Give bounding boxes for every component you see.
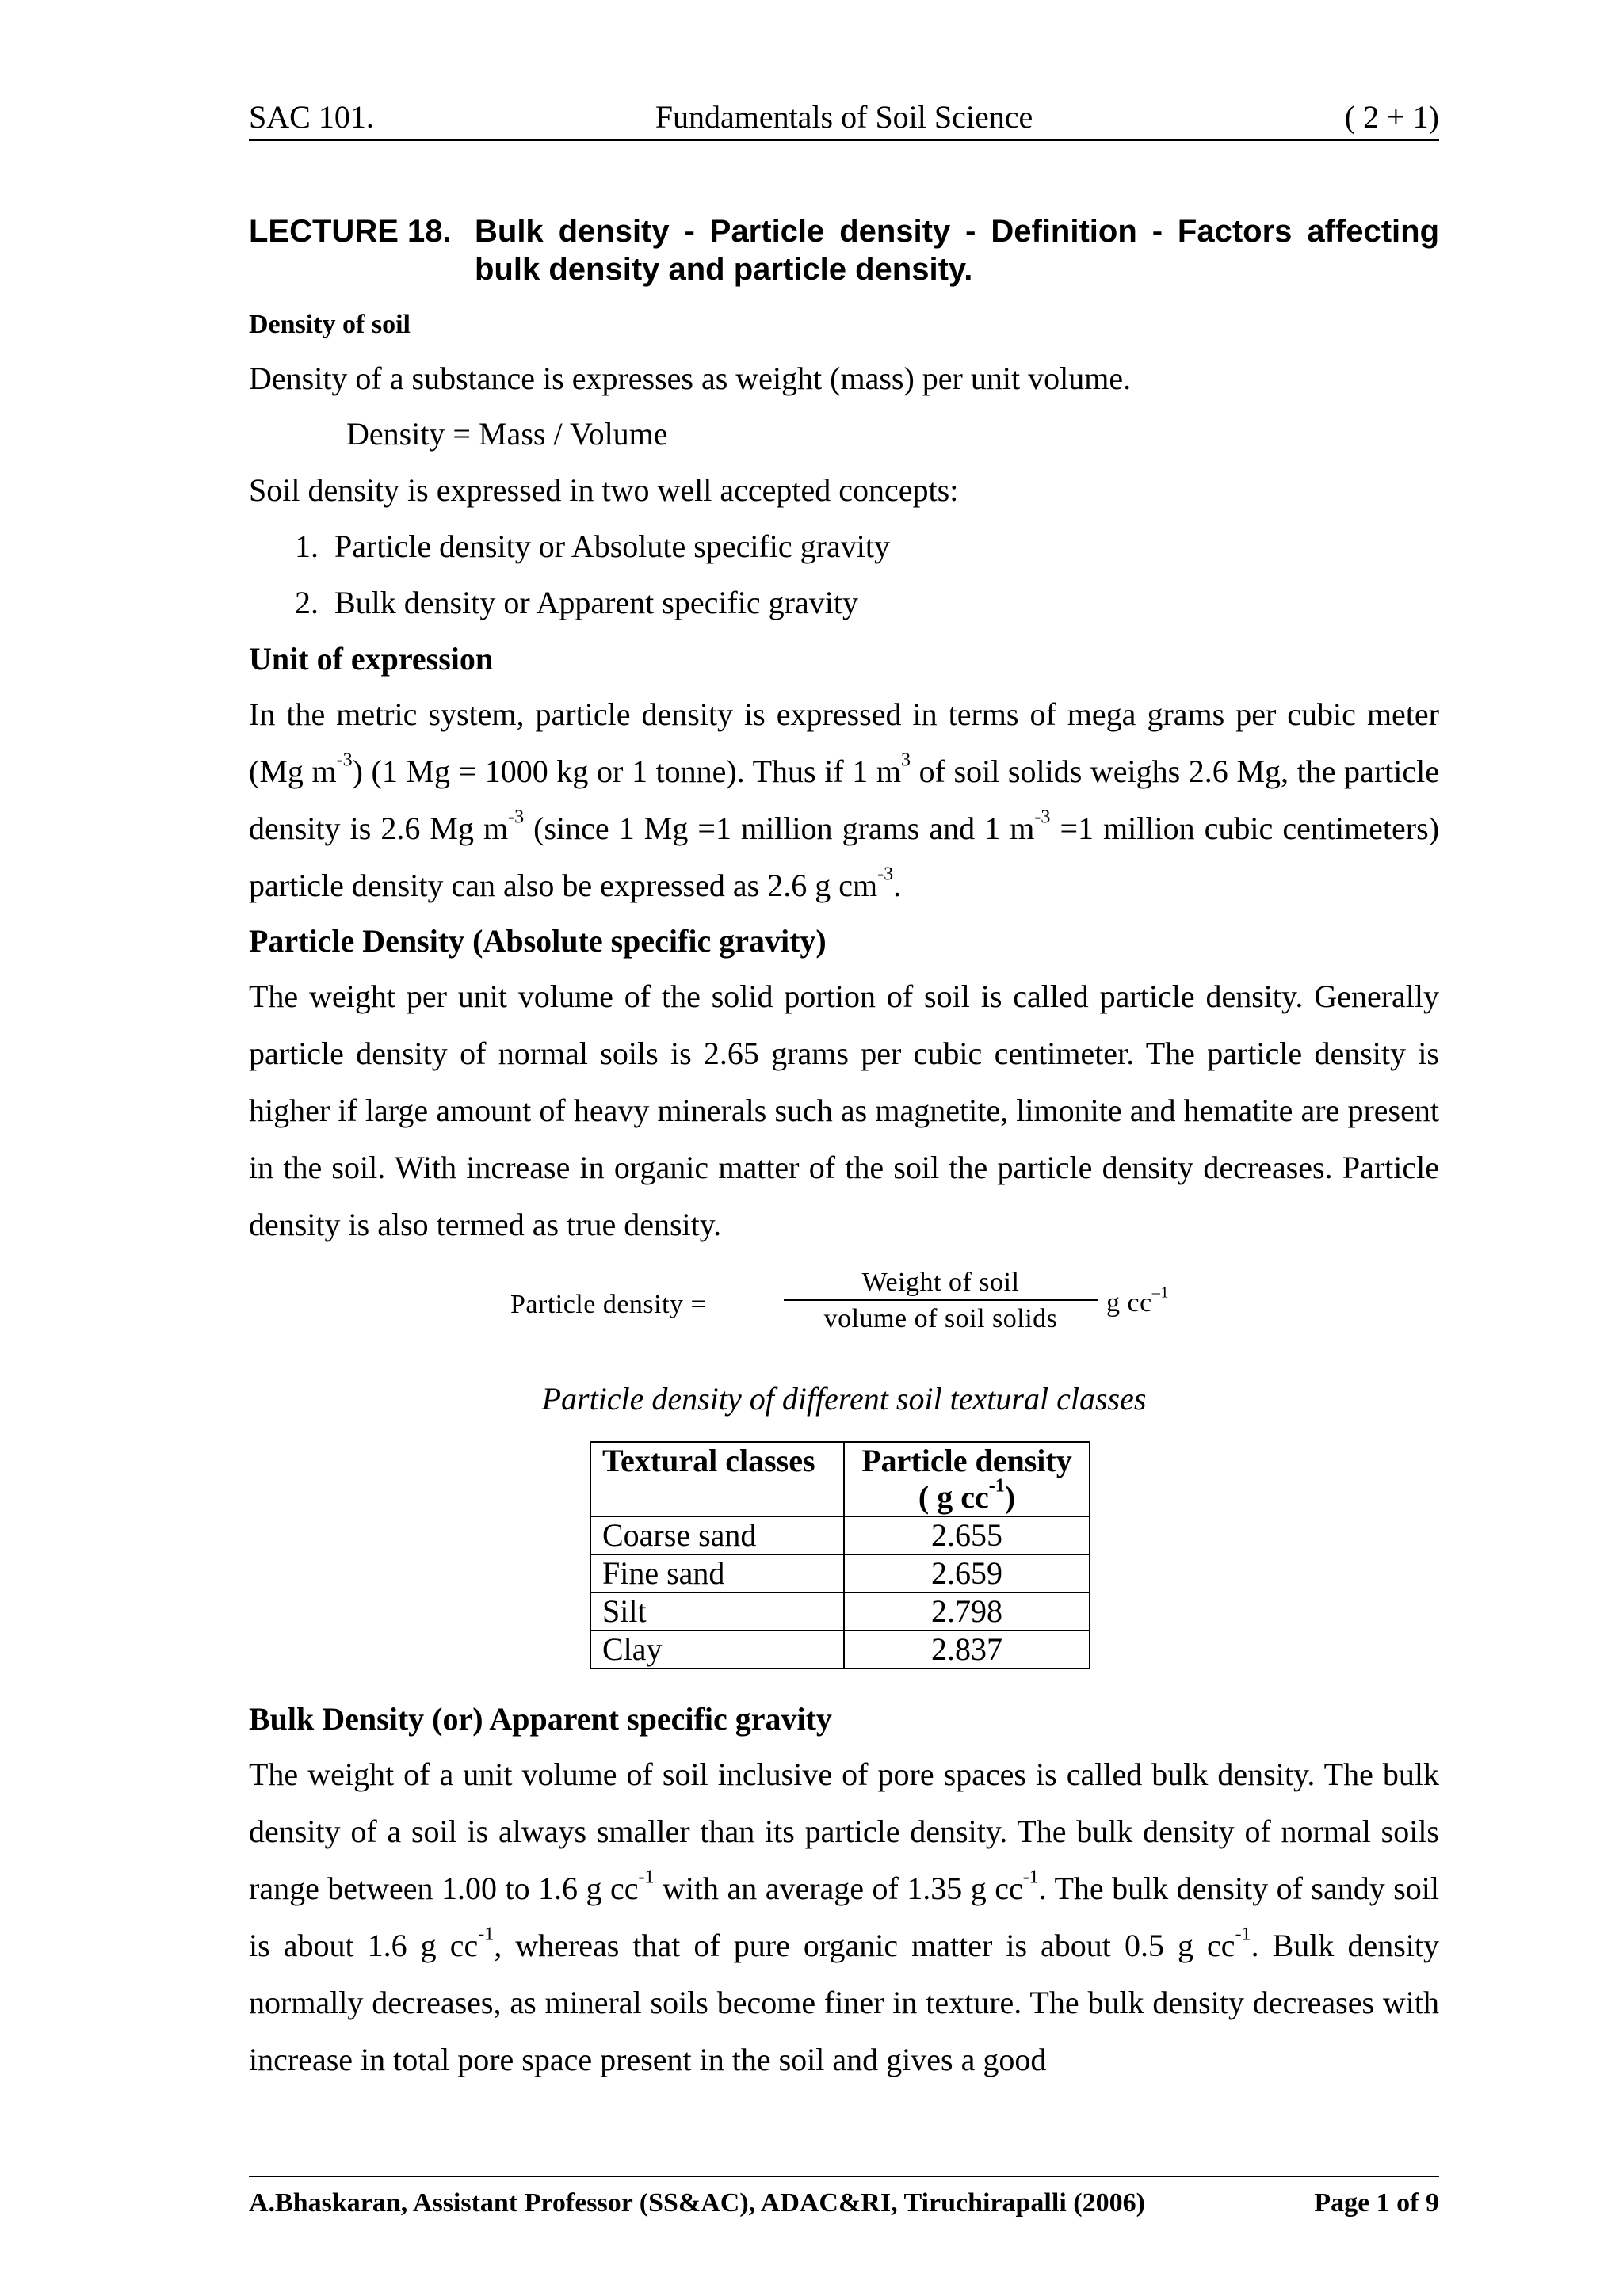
table-cell-class: Fine sand — [590, 1554, 844, 1592]
page-footer — [249, 2176, 1439, 2218]
table-cell-class: Silt — [590, 1592, 844, 1630]
course-code: SAC 101. — [249, 99, 374, 135]
table-cell-value: 2.798 — [844, 1592, 1090, 1630]
formula-lhs: Particle density = — [510, 1290, 707, 1319]
column-header-textural-classes: Textural classes — [590, 1442, 844, 1516]
footer-page-number: Page 1 of 9 — [1314, 2188, 1439, 2218]
course-credits: ( 2 + 1) — [1344, 99, 1439, 135]
table-caption: Particle density of different soil textural classes — [541, 1381, 1147, 1417]
particle-density-paragraph: The weight per unit volume of the solid portion of soil is called particle density. Generally particle density of normal soils is 2.65 grams per cubic centimeter. The particle density is higher if large amount of heavy minerals such as magnetite, limonite and hematite are present in the soil. With increase in organic matter of the soil the particle density decreases. Particle density is also termed as true density. — [249, 978, 1439, 1242]
particle-density-table — [590, 1441, 1090, 1669]
table-row — [590, 1630, 1090, 1669]
table-cell-class: Coarse sand — [590, 1516, 844, 1554]
table-row — [590, 1554, 1090, 1592]
particle-density-heading: Particle Density (Absolute specific gravity) — [249, 923, 827, 959]
footer-author: A.Bhaskaran, Assistant Professor (SS&AC), ADAC&RI, Tiruchirapalli (2006) — [249, 2188, 1145, 2218]
formula-numerator: Weight of soil — [784, 1266, 1098, 1301]
lecture-label: LECTURE 18. — [249, 214, 452, 249]
unit-paragraph: In the metric system, particle density is expressed in terms of mega grams per cubic meter (Mg $m^{-3}$) (1 Mg = 1000 kg or 1 tonne). Thus if 1 $m^3$ of soil solids weighs 2.6 Mg, the particle density is 2.6 Mg $m^{-3}$ (since 1 Mg =1 million grams and 1 $m^{-3} =1$ million cubic centimeters) particle density can also be expressed as 2.6 g $cm^{-3}$. — [249, 696, 1440, 903]
density-formula: Density = Mass / Volume — [346, 416, 668, 452]
density-heading: Density of soil — [249, 310, 411, 339]
concept-item-2: 2. Bulk density or Apparent specific gravity — [295, 585, 858, 620]
table-cell-value: 2.837 — [844, 1630, 1090, 1669]
table-cell-class: Clay — [590, 1630, 844, 1669]
bulk-density-heading: Bulk Density (or) Apparent specific gravity — [249, 1701, 832, 1737]
page-header — [249, 100, 1439, 141]
unit-heading: Unit of expression — [249, 641, 494, 677]
table-header-row — [590, 1442, 1090, 1516]
table-row — [590, 1592, 1090, 1630]
column-header-particle-density: Particle density ( g $cc^{-1}$) — [844, 1442, 1090, 1516]
table-cell-value: 2.659 — [844, 1554, 1090, 1592]
density-definition: Density of a substance is expresses as weight (mass) per unit volume. — [249, 360, 1132, 396]
formula-unit: g $cc^{-1}$ — [1106, 1283, 1170, 1318]
table-row — [590, 1516, 1090, 1554]
document-page — [249, 0, 1439, 2296]
course-title: Fundamentals of Soil Science — [655, 99, 1033, 135]
table-cell-value: 2.655 — [844, 1516, 1090, 1554]
formula-denominator: volume of soil solids — [823, 1304, 1058, 1333]
bulk-density-paragraph: The weight of a unit volume of soil inclusive of pore spaces is called bulk density. The bulk density of a soil is always smaller than its particle density. The bulk density of normal soils range between 1.00 to 1.6 g $cc^{-1}$ with an average of 1.35 g $cc^{-1}$. The bulk density of sandy soil is about 1.6 g $cc^{-1}$, whereas that of pure organic matter is about 0.5 g $cc^{-1}$. Bulk density normally decreases, as mineral soils become finer in texture. The bulk density decreases with increase in total pore space present in the soil and gives a good — [249, 1756, 1440, 2077]
formula-fraction — [784, 1266, 1098, 1337]
concepts-intro: Soil density is expressed in two well accepted concepts: — [249, 472, 959, 508]
concept-item-1: 1. Particle density or Absolute specific gravity — [295, 528, 890, 564]
lecture-title: Bulk density - Particle density - Definition - Factors affecting bulk density and particle density. — [475, 214, 1439, 287]
